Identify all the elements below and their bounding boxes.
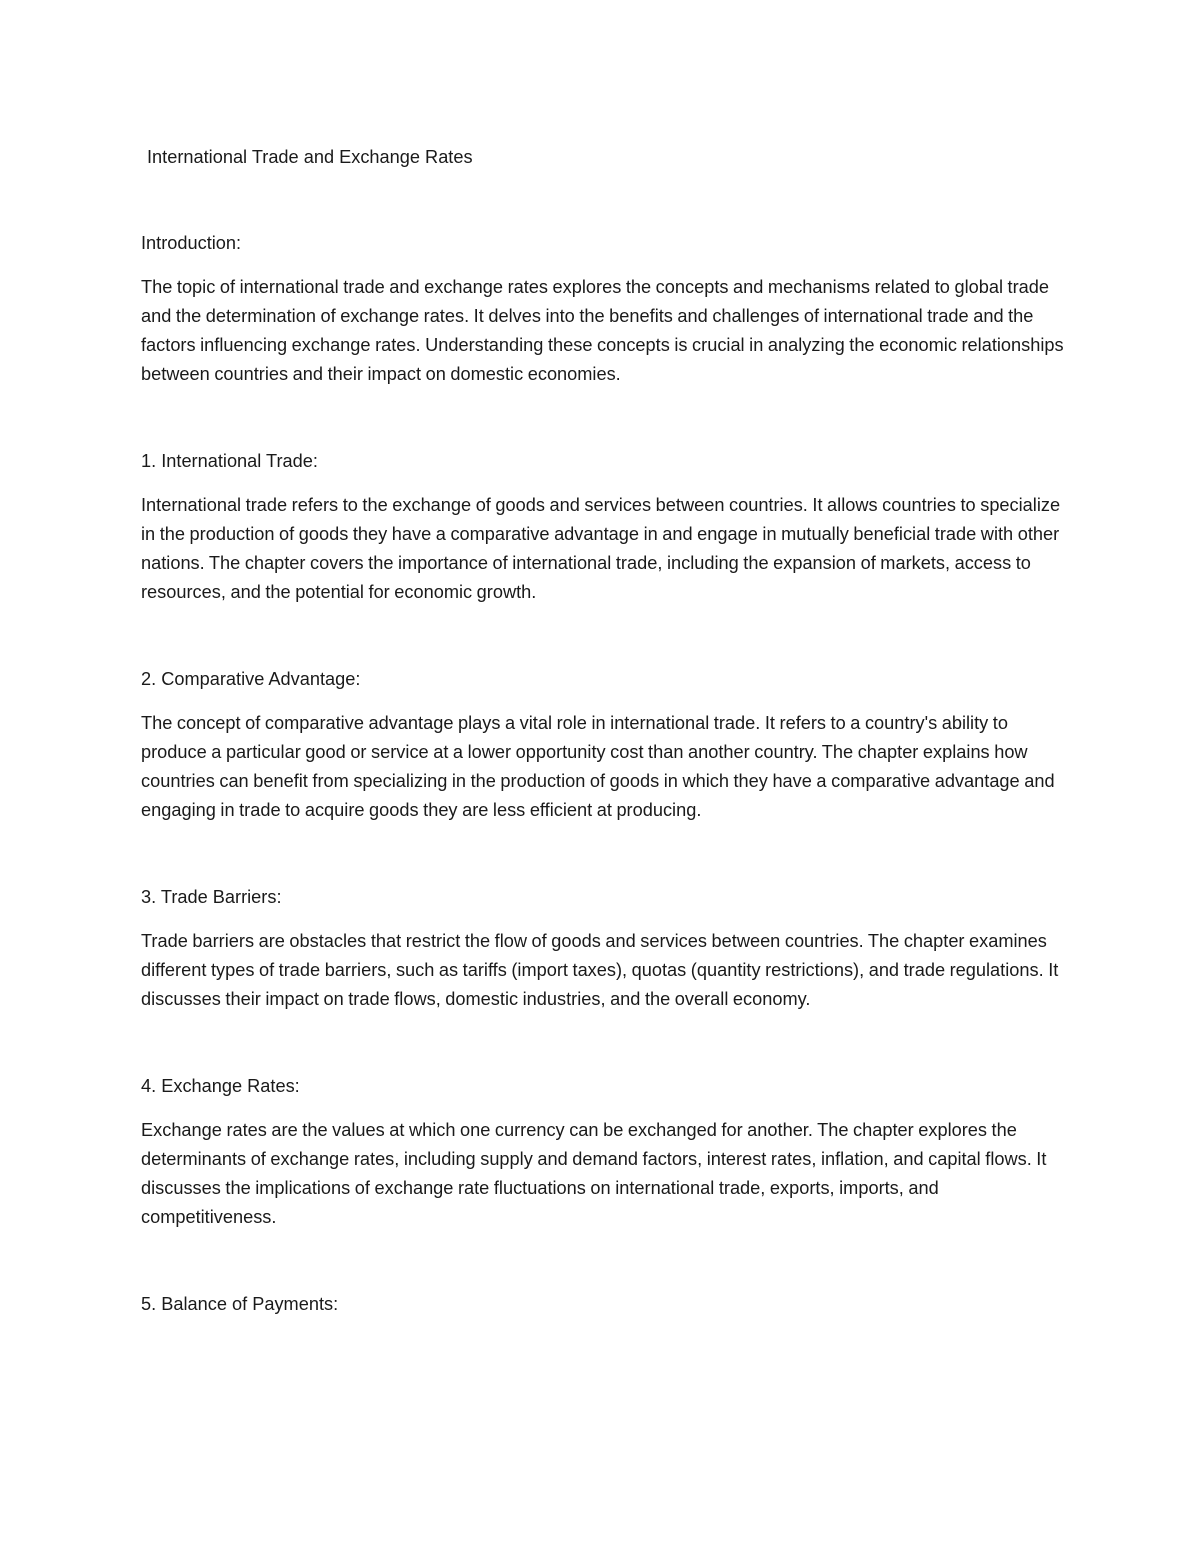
section-heading: 1. International Trade: (141, 451, 318, 471)
section-trade-barriers (141, 883, 1066, 1014)
section-international-trade (141, 447, 1066, 607)
section-paragraph: International trade refers to the exchange of goods and services between countries. It allows countries to specialize in the production of goods they have a comparative advantage in and engage in mutually beneficial trade with other nations. The chapter covers the importance of international trade, including the expansion of markets, access to resources, and the potential for economic growth. (141, 495, 1061, 602)
document-content (141, 143, 1066, 1334)
section-heading: 4. Exchange Rates: (141, 1076, 300, 1096)
section-heading: 3. Trade Barriers: (141, 887, 282, 907)
section-paragraph: The concept of comparative advantage plays a vital role in international trade. It refers to a country's ability to produce a particular good or service at a lower opportunity cost than another country. The chapter explains how countries can benefit from specializing in the production of goods in which they have a comparative advantage and engaging in trade to acquire goods they are less efficient at producing. (141, 713, 1055, 820)
section-paragraph: Trade barriers are obstacles that restrict the flow of goods and services between countries. The chapter examines different types of trade barriers, such as tariffs (import taxes), quotas (quantity restrictions), and trade regulations. It discusses their impact on trade flows, domestic industries, and the overall economy. (141, 931, 1059, 1009)
document-title: International Trade and Exchange Rates (147, 147, 473, 167)
section-paragraph: The topic of international trade and exchange rates explores the concepts and mechanisms related to global trade and the determination of exchange rates. It delves into the benefits and challenges of international trade and the factors influencing exchange rates. Understanding these concepts is crucial in analyzing the economic relationships between countries and their impact on domestic economies. (141, 277, 1064, 384)
section-heading: Introduction: (141, 233, 242, 253)
section-introduction (141, 229, 1066, 389)
section-heading: 2. Comparative Advantage: (141, 669, 361, 689)
section-exchange-rates (141, 1072, 1066, 1232)
section-heading: 5. Balance of Payments: (141, 1294, 339, 1314)
section-comparative-advantage (141, 665, 1066, 825)
section-paragraph: Exchange rates are the values at which one currency can be exchanged for another. The chapter explores the determinants of exchange rates, including supply and demand factors, interest rates, inflation, and capital flows. It discusses the implications of exchange rate fluctuations on international trade, exports, imports, and competitiveness. (141, 1120, 1047, 1227)
section-balance-of-payments (141, 1290, 1066, 1319)
